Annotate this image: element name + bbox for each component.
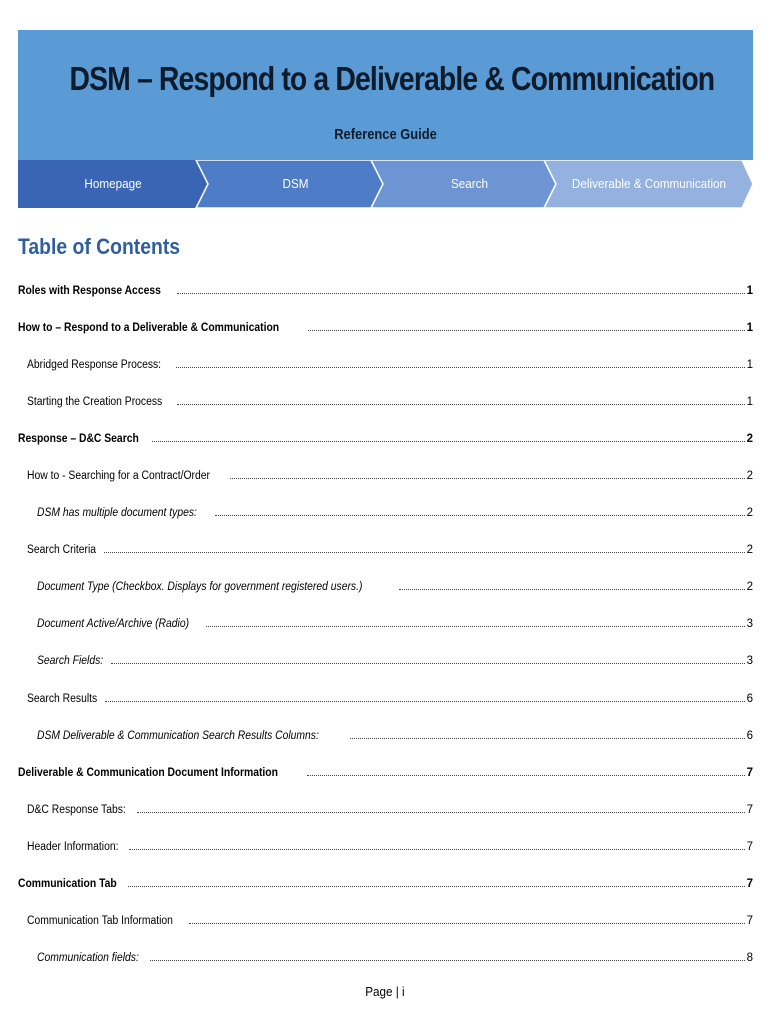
toc-dot-leader (137, 812, 745, 813)
toc-entry-page[interactable]: 3 (746, 655, 753, 668)
toc-dot-leader (230, 478, 744, 479)
toc-entry-title[interactable]: Response – D&C Search (18, 432, 139, 445)
toc-entry[interactable] (18, 754, 753, 791)
toc-entry-title[interactable]: Communication fields: (37, 952, 139, 965)
toc-entry-page[interactable]: 2 (746, 470, 753, 483)
toc-entry-page[interactable]: 2 (746, 507, 753, 520)
toc-entry-title[interactable]: How to - Searching for a Contract/Order (27, 470, 210, 483)
toc-dot-leader (350, 738, 744, 739)
toc-entry-title[interactable]: Document Active/Archive (Radio) (37, 618, 190, 631)
toc-entry[interactable] (18, 346, 753, 383)
toc-entry-page[interactable]: 1 (746, 321, 753, 334)
toc-entry-title[interactable]: Starting the Creation Process (27, 395, 163, 408)
toc-entry-title[interactable]: Roles with Response Access (18, 284, 161, 297)
breadcrumb-deliverable-communication[interactable]: Deliverable & Communication (571, 176, 727, 191)
toc-entry[interactable] (18, 606, 753, 643)
toc-dot-leader (105, 701, 745, 702)
breadcrumb-search[interactable]: Search (450, 176, 489, 191)
toc-entry-title[interactable]: Search Criteria (27, 544, 97, 557)
toc-entry-title[interactable]: Deliverable & Communication Document Information (18, 766, 278, 779)
document-subtitle: Reference Guide (334, 126, 437, 143)
toc-entry-page[interactable]: 2 (746, 432, 753, 445)
toc-entry-title[interactable]: DSM has multiple document types: (37, 507, 197, 520)
toc-entry[interactable] (18, 940, 753, 977)
toc-entry[interactable] (18, 569, 753, 606)
toc-entry[interactable] (18, 420, 753, 457)
toc-entry[interactable] (18, 383, 753, 420)
toc-entry[interactable] (18, 495, 753, 532)
toc-entry-page[interactable]: 1 (746, 395, 753, 408)
breadcrumb-homepage[interactable]: Homepage (84, 176, 142, 191)
toc-entry[interactable] (18, 532, 753, 569)
toc-entry-page[interactable]: 7 (746, 803, 753, 816)
toc-entry-title[interactable]: Communication Tab Information (27, 915, 173, 928)
toc-dot-leader (308, 330, 744, 331)
toc-entry-page[interactable]: 6 (746, 692, 753, 705)
toc-entry-title[interactable]: Communication Tab (18, 878, 117, 891)
toc-entry-page[interactable]: 7 (746, 878, 753, 891)
toc-entry[interactable] (18, 866, 753, 903)
toc-entry[interactable] (18, 791, 753, 828)
toc-dot-leader (399, 589, 745, 590)
toc-dot-leader (177, 404, 744, 405)
toc-entry-page[interactable]: 3 (746, 618, 753, 631)
toc-entry-page[interactable]: 2 (746, 581, 753, 594)
page-number: Page | i (365, 984, 405, 999)
toc-entry[interactable] (18, 828, 753, 865)
page-footer (0, 984, 770, 999)
toc-entry-page[interactable]: 1 (746, 284, 753, 297)
toc-dot-leader (150, 960, 744, 961)
table-of-contents (18, 272, 753, 977)
toc-entry-page[interactable]: 7 (746, 840, 753, 853)
toc-entry-title[interactable]: Header Information: (27, 840, 119, 853)
toc-entry-title[interactable]: Search Results (27, 692, 98, 705)
toc-entry-title[interactable]: D&C Response Tabs: (27, 803, 126, 816)
toc-entry-title[interactable]: Search Fields: (37, 655, 104, 668)
toc-entry[interactable] (18, 272, 753, 309)
breadcrumb-dsm[interactable]: DSM (282, 176, 309, 191)
toc-dot-leader (128, 886, 745, 887)
toc-dot-leader (206, 626, 745, 627)
toc-entry[interactable] (18, 457, 753, 494)
toc-heading: Table of Contents (18, 234, 181, 259)
toc-entry-title[interactable]: DSM Deliverable & Communication Search Results Columns: (37, 729, 319, 742)
toc-entry-page[interactable]: 6 (746, 729, 753, 742)
toc-dot-leader (152, 441, 744, 442)
toc-dot-leader (104, 552, 745, 553)
toc-dot-leader (215, 515, 745, 516)
toc-entry-page[interactable]: 2 (746, 544, 753, 557)
breadcrumb (18, 160, 753, 208)
toc-dot-leader (111, 663, 745, 664)
toc-entry-page[interactable]: 1 (746, 358, 753, 371)
toc-dot-leader (176, 367, 745, 368)
toc-dot-leader (177, 293, 745, 294)
document-title: DSM – Respond to a Deliverable & Communication (69, 60, 715, 97)
toc-entry[interactable] (18, 717, 753, 754)
toc-entry-page[interactable]: 7 (746, 766, 753, 779)
toc-entry-title[interactable]: Document Type (Checkbox. Displays for government registered users.) (37, 581, 363, 594)
toc-entry-page[interactable]: 8 (746, 952, 753, 965)
toc-entry-page[interactable]: 7 (746, 915, 753, 928)
toc-entry[interactable] (18, 680, 753, 717)
toc-entry[interactable] (18, 643, 753, 680)
toc-dot-leader (189, 923, 744, 924)
toc-entry-title[interactable]: How to – Respond to a Deliverable & Communication (18, 321, 280, 334)
title-banner (18, 30, 753, 160)
toc-dot-leader (307, 775, 745, 776)
toc-entry[interactable] (18, 903, 753, 940)
toc-entry-title[interactable]: Abridged Response Process: (27, 358, 162, 371)
toc-entry[interactable] (18, 309, 753, 346)
toc-dot-leader (129, 849, 745, 850)
